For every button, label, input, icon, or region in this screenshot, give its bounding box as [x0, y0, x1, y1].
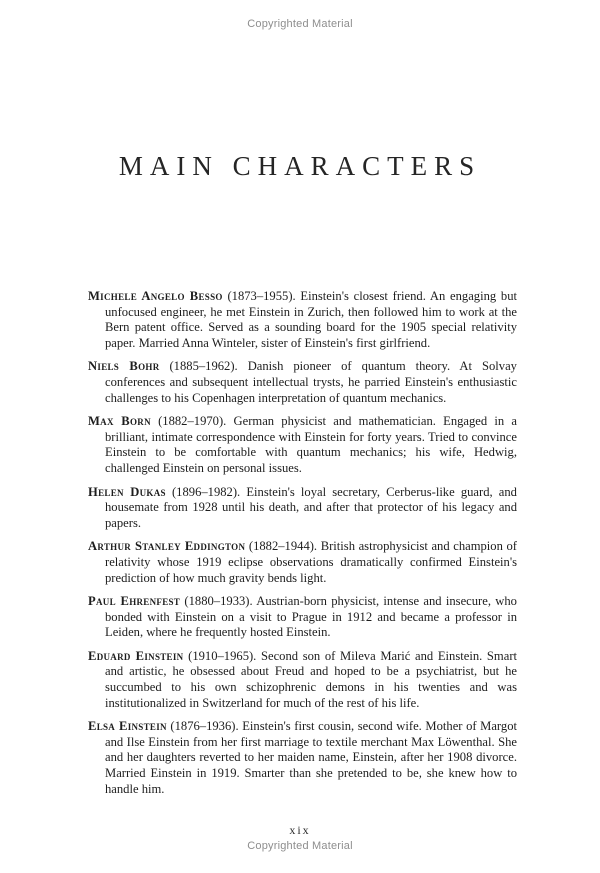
- character-entry: [88, 359, 517, 406]
- character-name: Elsa Einstein: [88, 719, 167, 734]
- character-name: Max Born: [88, 414, 151, 429]
- character-list: [88, 289, 517, 805]
- page-number: xix: [289, 823, 311, 837]
- character-dates: (1873–1955).: [227, 289, 296, 303]
- character-description: Einstein's loyal secretary, Cerberus-like guard, and housemate from 1928 until his death, and after that protector of his legacy and papers.: [105, 484, 517, 530]
- character-dates: (1876–1936).: [170, 719, 239, 734]
- character-description: Einstein's first cousin, second wife. Mother of Margot and Ilse Einstein from her first marriage to textile merchant Max Löwenthal. She and her daughters reverted to her maiden name, Einstein, after her 1908 divorce. Married Einstein in 1919. Smarter than she pretended to be, she knew how to handle him.: [105, 719, 517, 796]
- character-entry: [88, 485, 517, 532]
- character-entry: [88, 649, 517, 711]
- page-title: MAIN CHARACTERS: [118, 151, 482, 181]
- character-description: Einstein's closest friend. An engaging but unfocused engineer, he met Einstein in Zurich, then followed him to work at the Bern patent office. Served as a sounding board for the 1905 special relativity paper. Married Anna Winteler, sister of Einstein's first girlfriend.: [105, 289, 518, 350]
- character-name: Eduard Einstein: [88, 648, 184, 663]
- character-entry: [88, 414, 517, 476]
- character-description: Second son of Mileva Marić and Einstein. Smart and artistic, he obsessed about Freud and hoped to be a psychiatrist, but he succumbed to his own schizophrenic demons in his twenties and was institutionalized in Switzerland for much of the rest of his life.: [105, 648, 518, 710]
- character-entry: [88, 289, 517, 351]
- character-name: Helen Dukas: [88, 484, 166, 499]
- character-dates: (1882–1944).: [248, 539, 318, 554]
- character-description: German physicist and mathematician. Engaged in a brilliant, intimate correspondence with Einstein for forty years. Tried to convince Einstein to be comfortable with quantum mechanics; his wife, Hedwig, challenged Einstein on personal issues.: [105, 414, 517, 475]
- character-name: Arthur Stanley Eddington: [88, 539, 246, 554]
- character-dates: (1882–1970).: [158, 414, 227, 429]
- character-entry: [88, 539, 517, 586]
- character-dates: (1880–1933).: [184, 594, 253, 609]
- copyright-notice-bottom: Copyrighted Material: [247, 840, 353, 852]
- character-description: Danish pioneer of quantum theory. At Solvay conferences and subsequent intellectual trysts, he parried Einstein's enthusiastic challenges to his Copenhagen interpretation of quantum mechanics.: [105, 359, 517, 405]
- character-dates: (1896–1982).: [171, 484, 241, 499]
- character-entry: [88, 719, 517, 797]
- copyright-notice-top: Copyrighted Material: [247, 18, 353, 30]
- character-description: British astrophysicist and champion of relativity whose 1919 eclipse observations dramatically confirmed Einstein's prediction of how much gravity bends light.: [105, 539, 517, 585]
- character-name: Michele Angelo Besso: [88, 289, 223, 303]
- character-description: Austrian-born physicist, intense and insecure, who bonded with Einstein on a visit to Prague in 1912 and became a professor in Leiden, where he frequently hosted Einstein.: [105, 594, 517, 640]
- character-dates: (1910–1965).: [188, 648, 257, 663]
- character-dates: (1885–1962).: [169, 359, 238, 374]
- character-name: Niels Bohr: [88, 359, 160, 374]
- character-name: Paul Ehrenfest: [88, 594, 181, 609]
- character-entry: [88, 594, 517, 641]
